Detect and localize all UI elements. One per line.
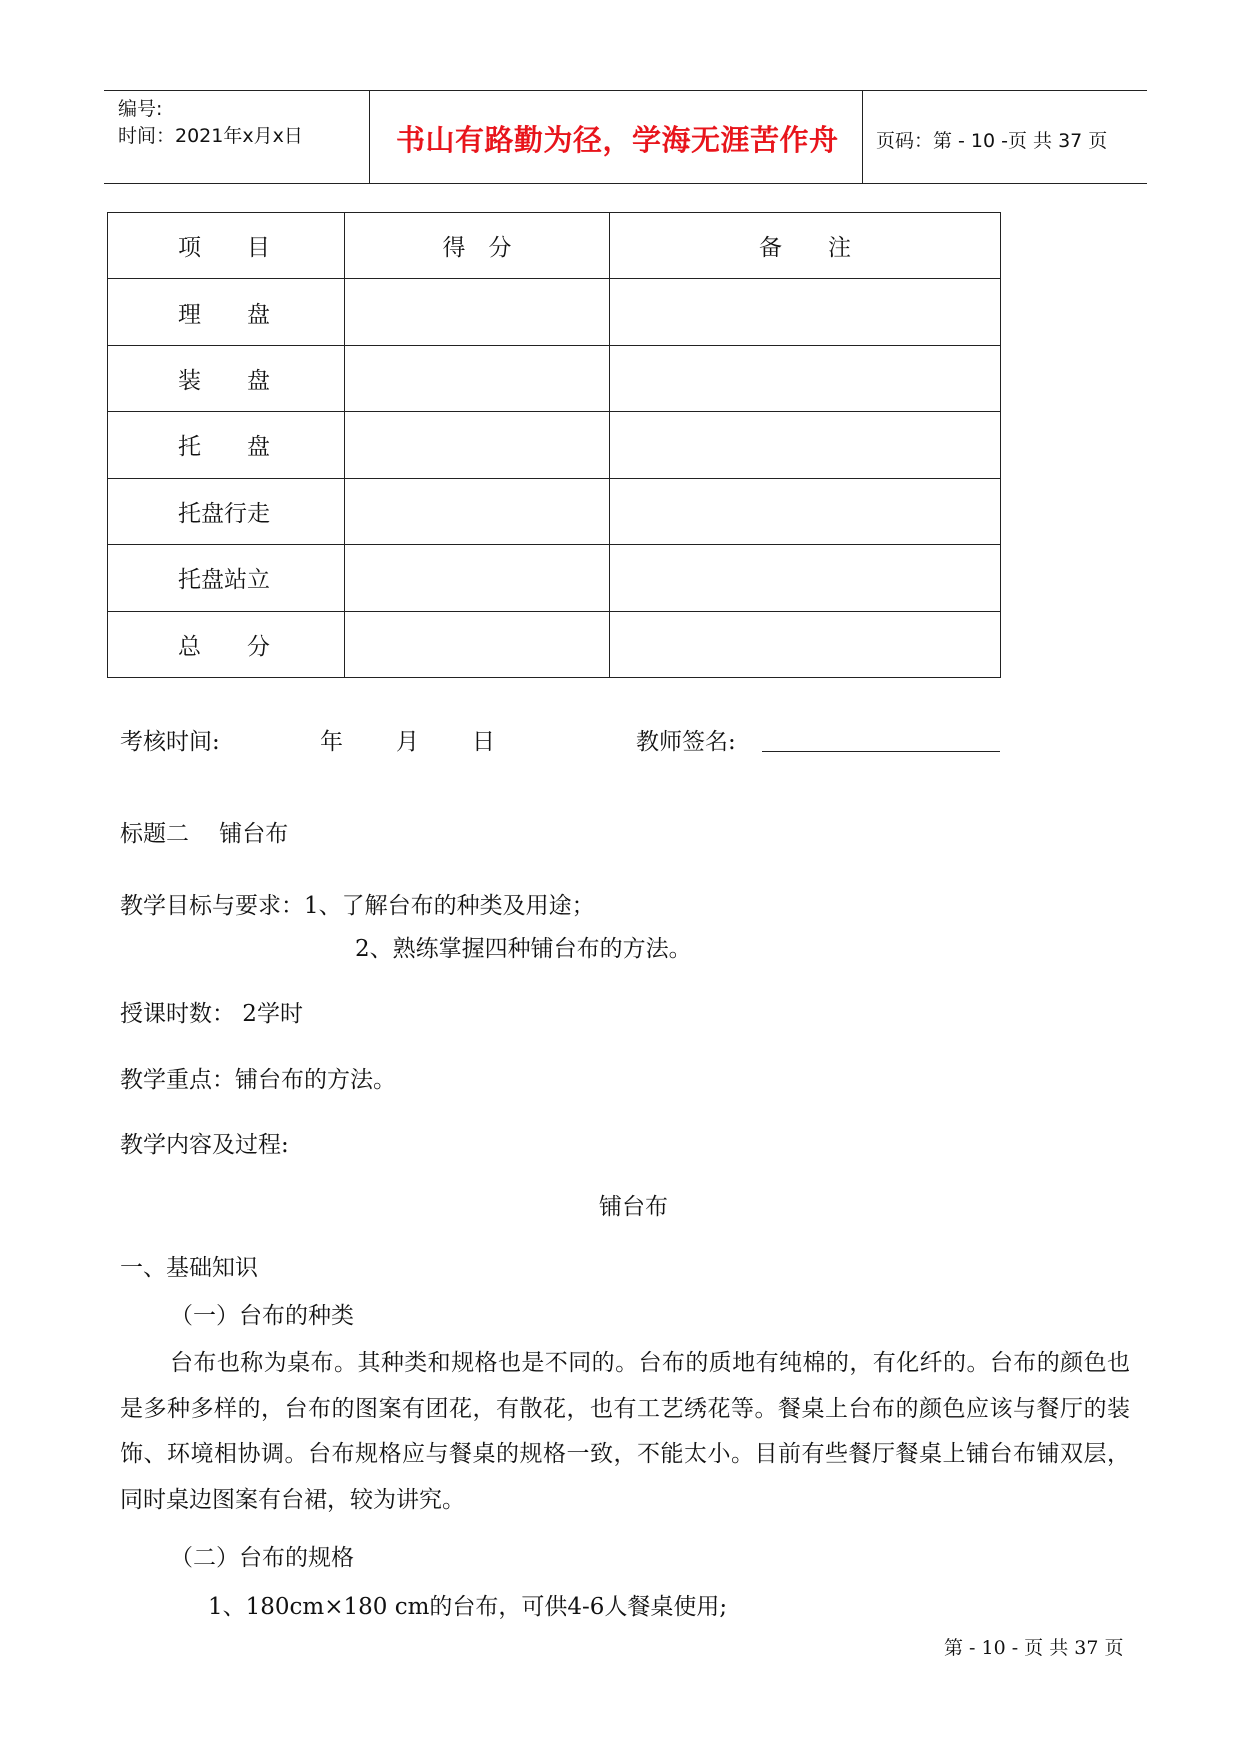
- teaching-goal-2: 2、熟练掌握四种铺台布的方法。: [355, 936, 692, 962]
- header-item: 项 目: [108, 213, 345, 279]
- spec-item-1: 1、180cm×180 cm的台布，可供4-6人餐桌使用;: [208, 1594, 728, 1620]
- row-score: [345, 611, 610, 677]
- teaching-key-point: 教学重点：铺台布的方法。: [120, 1067, 396, 1093]
- row-score: [345, 545, 610, 611]
- assessment-month: 月: [396, 729, 419, 755]
- row-remark: [610, 279, 1001, 345]
- header-score: 得 分: [345, 213, 610, 279]
- table-row: [108, 478, 1001, 544]
- header-page-label: 页码：第 - 10 -页 共 37 页: [876, 130, 1108, 152]
- row-score: [345, 345, 610, 411]
- teaching-content-label: 教学内容及过程:: [120, 1132, 289, 1158]
- header-number-label: 编号:: [118, 98, 163, 120]
- row-item: 托盘站立: [108, 545, 345, 611]
- header-motto: 书山有路勤为径，学海无涯苦作舟: [396, 123, 839, 157]
- assessment-time-label: 考核时间:: [120, 729, 220, 755]
- score-table-header-row: [108, 213, 1001, 279]
- section-heading-1: 一、基础知识: [120, 1255, 258, 1281]
- table-row: [108, 345, 1001, 411]
- row-remark: [610, 478, 1001, 544]
- assessment-year: 年: [320, 729, 343, 755]
- table-row: [108, 412, 1001, 478]
- row-score: [345, 412, 610, 478]
- table-row: [108, 545, 1001, 611]
- teaching-goal-1: 教学目标与要求：1、了解台布的种类及用途；: [120, 893, 595, 919]
- header-remark: 备 注: [610, 213, 1001, 279]
- row-remark: [610, 611, 1001, 677]
- paragraph-tablecloth-types: 台布也称为桌布。其种类和规格也是不同的。台布的质地有纯棉的，有化纤的。台布的颜色也是多种多样的，台布的图案有团花，有散花，也有工艺绣花等。餐桌上台布的颜色应该与餐厅的装饰、环境相协调。台布规格应与餐桌的规格一致，不能太小。目前有些餐厅餐桌上铺台布铺双层，同时桌边图案有台裙，较为讲究。: [120, 1350, 1130, 1513]
- row-remark: [610, 345, 1001, 411]
- row-item: 理 盘: [108, 279, 345, 345]
- header-divider-right: [862, 90, 863, 184]
- table-row: [108, 279, 1001, 345]
- table-row: [108, 611, 1001, 677]
- footer-page-number: 第 - 10 - 页 共 37 页: [944, 1637, 1124, 1659]
- row-score: [345, 478, 610, 544]
- row-item: 总 分: [108, 611, 345, 677]
- header-top-rule: [104, 90, 1147, 91]
- row-item: 托 盘: [108, 412, 345, 478]
- row-item: 装 盘: [108, 345, 345, 411]
- header-divider-left: [369, 90, 370, 184]
- row-remark: [610, 412, 1001, 478]
- row-item: 托盘行走: [108, 478, 345, 544]
- teacher-signature-label: 教师签名:: [636, 729, 736, 755]
- score-table: [107, 212, 1001, 678]
- section-heading-basics: （一）台布的种类: [170, 1303, 354, 1329]
- lesson-title: 标题二 铺台布: [120, 821, 289, 847]
- header-time-label: 时间：2021年x月x日: [118, 125, 303, 147]
- section-heading-specs: （二）台布的规格: [170, 1545, 354, 1571]
- row-score: [345, 279, 610, 345]
- row-remark: [610, 545, 1001, 611]
- header-bottom-rule: [104, 183, 1147, 184]
- teaching-hours: 授课时数： 2学时: [120, 1001, 303, 1027]
- signature-line: [762, 751, 1000, 752]
- section-center-title: 铺台布: [599, 1194, 668, 1220]
- assessment-day: 日: [472, 729, 495, 755]
